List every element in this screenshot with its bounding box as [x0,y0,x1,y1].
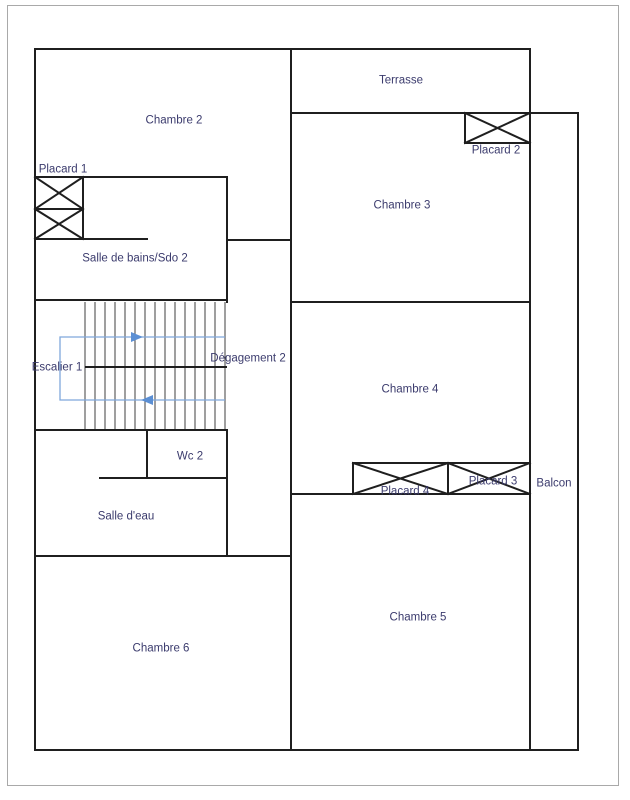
room-label-escalier-1: Escalier 1 [31,361,83,374]
room-label-degagement-2: Dégagement 2 [210,352,286,365]
room-label-placard-1: Placard 1 [38,163,88,176]
room-label-salle-d-eau: Salle d'eau [97,510,155,523]
room-label-chambre-2: Chambre 2 [145,114,203,127]
room-label-placard-3: Placard 3 [468,475,518,488]
room-label-chambre-3: Chambre 3 [373,199,431,212]
room-label-chambre-6: Chambre 6 [132,642,190,655]
stairs-down-arrow-icon [141,395,153,405]
room-label-chambre-5: Chambre 5 [389,611,447,624]
room-label-placard-4: Placard 4 [380,485,430,498]
room-label-chambre-4: Chambre 4 [381,383,439,396]
placard-1-symbol [35,177,83,239]
stairs-up-arrow-icon [131,332,143,342]
placard-2-symbol [465,113,530,143]
room-label-wc-2: Wc 2 [176,450,204,463]
room-label-balcon: Balcon [536,477,572,490]
room-label-terrasse: Terrasse [378,74,424,87]
room-label-salle-de-bains: Salle de bains/Sdo 2 [82,252,188,265]
stairs-hatching [85,302,225,429]
room-label-placard-2: Placard 2 [471,144,521,157]
